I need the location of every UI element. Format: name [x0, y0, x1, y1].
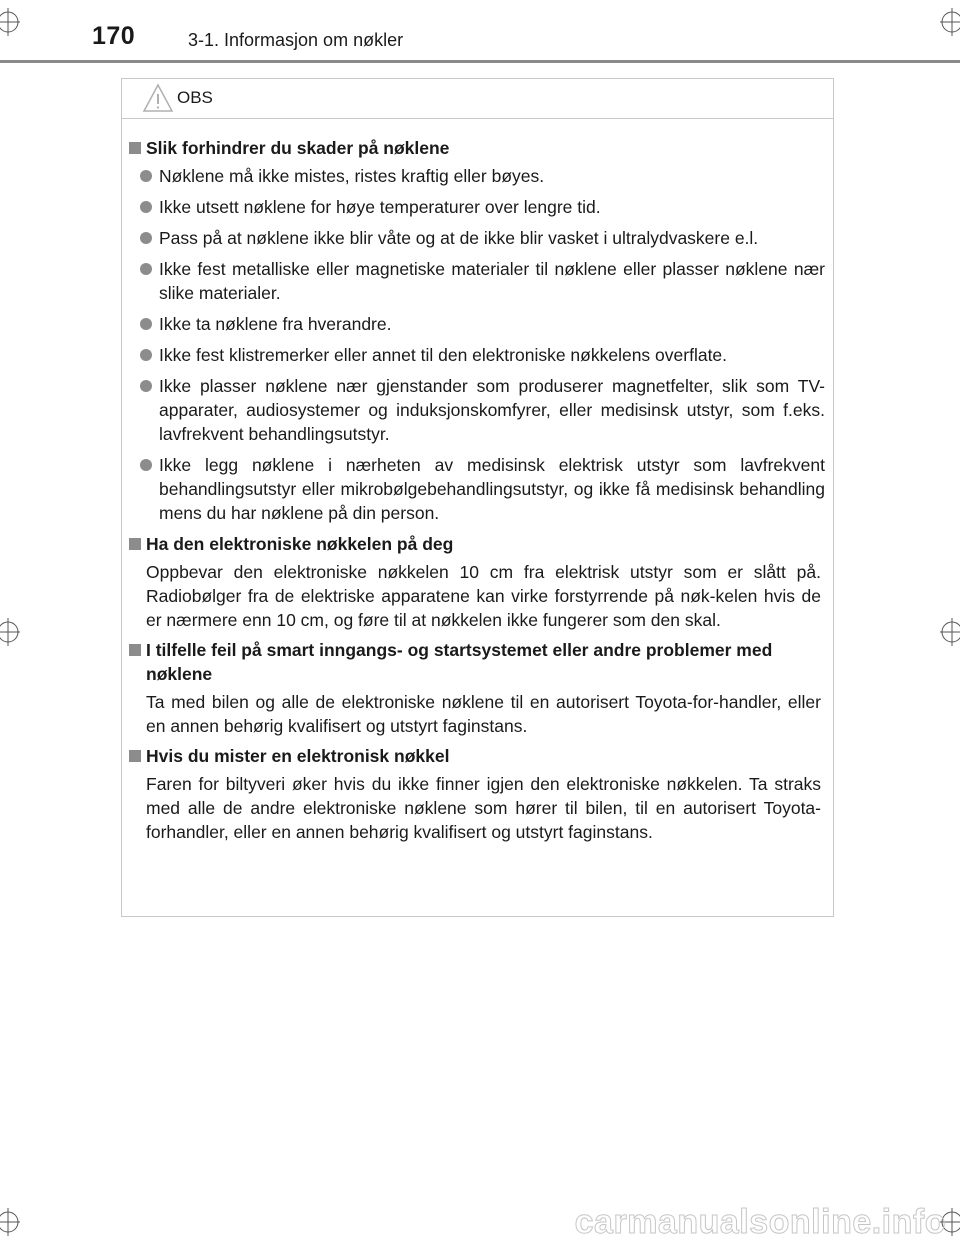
- section-heading: Ha den elektroniske nøkkelen på deg: [122, 532, 833, 556]
- list-item: Ikke utsett nøklene for høye temperaturer over lengre tid.: [122, 195, 833, 219]
- list-item: Pass på at nøklene ikke blir våte og at de ikke blir vasket i ultralydvaskere e.l.: [122, 226, 833, 250]
- list-item: Nøklene må ikke mistes, ristes kraftig eller bøyes.: [122, 164, 833, 188]
- square-bullet-icon: [129, 750, 141, 762]
- list-item: Ikke legg nøklene i nærheten av medisinsk elektrisk utstyr som lavfrekvent behandlingsutstyr eller mikrobølgebehandlingsutstyr, og ikke få medisinsk behandling mens du har nøklene på din person.: [122, 453, 833, 525]
- section-heading: I tilfelle feil på smart inngangs- og startsystemet eller andre problemer med nøklene: [122, 638, 833, 686]
- page-number: 170: [92, 22, 136, 50]
- round-bullet-icon: [140, 170, 152, 182]
- section-paragraph: Faren for biltyveri øker hvis du ikke finner igjen den elektroniske nøkkelen. Ta straks med alle de andre elektroniske nøklene som hører til bilen, til en autorisert Toyota-forhandler, eller en annen behørig kvalifisert og utstyrt faginstans.: [146, 774, 821, 842]
- square-bullet-icon: [129, 538, 141, 550]
- list-item: Ikke ta nøklene fra hverandre.: [122, 312, 833, 336]
- round-bullet-icon: [140, 380, 152, 392]
- header-rule: [0, 60, 960, 63]
- section-heading: Slik forhindrer du skader på nøklene: [122, 136, 833, 160]
- square-bullet-icon: [129, 142, 141, 154]
- notice-label: OBS: [177, 88, 213, 107]
- notice-header: [122, 79, 833, 119]
- warning-triangle-icon: [142, 83, 174, 113]
- notice-box: [121, 78, 834, 917]
- round-bullet-icon: [140, 349, 152, 361]
- round-bullet-icon: [140, 263, 152, 275]
- section-paragraph: Ta med bilen og alle de elektroniske nøklene til en autorisert Toyota-for-handler, eller en annen behørig kvalifisert og utstyrt faginstans.: [146, 692, 821, 736]
- section-title: 3-1. Informasjon om nøkler: [188, 30, 404, 50]
- list-item: Ikke fest metalliske eller magnetiske materialer til nøklene eller plasser nøklene nær slike materialer.: [122, 257, 833, 305]
- section-heading: Hvis du mister en elektronisk nøkkel: [122, 744, 833, 768]
- square-bullet-icon: [129, 644, 141, 656]
- round-bullet-icon: [140, 318, 152, 330]
- list-item: Ikke plasser nøklene nær gjenstander som produserer magnetfelter, slik som TV-apparater, audiosystemer og induksjonskomfyrer, eller medisinsk utstyr, som f.eks. lavfrekvent behandlingsutstyr.: [122, 374, 833, 446]
- watermark: carmanualsonline.info: [574, 1203, 946, 1241]
- notice-content: [122, 136, 833, 850]
- round-bullet-icon: [140, 201, 152, 213]
- round-bullet-icon: [140, 232, 152, 244]
- list-item: Ikke fest klistremerker eller annet til den elektroniske nøkkelens overflate.: [122, 343, 833, 367]
- round-bullet-icon: [140, 459, 152, 471]
- section-paragraph: Oppbevar den elektroniske nøkkelen 10 cm fra elektrisk utstyr som er slått på. Radiobølger fra de elektriske apparatene kan virke forstyrrende på nøk-kelen hvis de er nærmere enn 10 cm, og føre til at nøkkelen ikke fungerer som den skal.: [146, 562, 821, 630]
